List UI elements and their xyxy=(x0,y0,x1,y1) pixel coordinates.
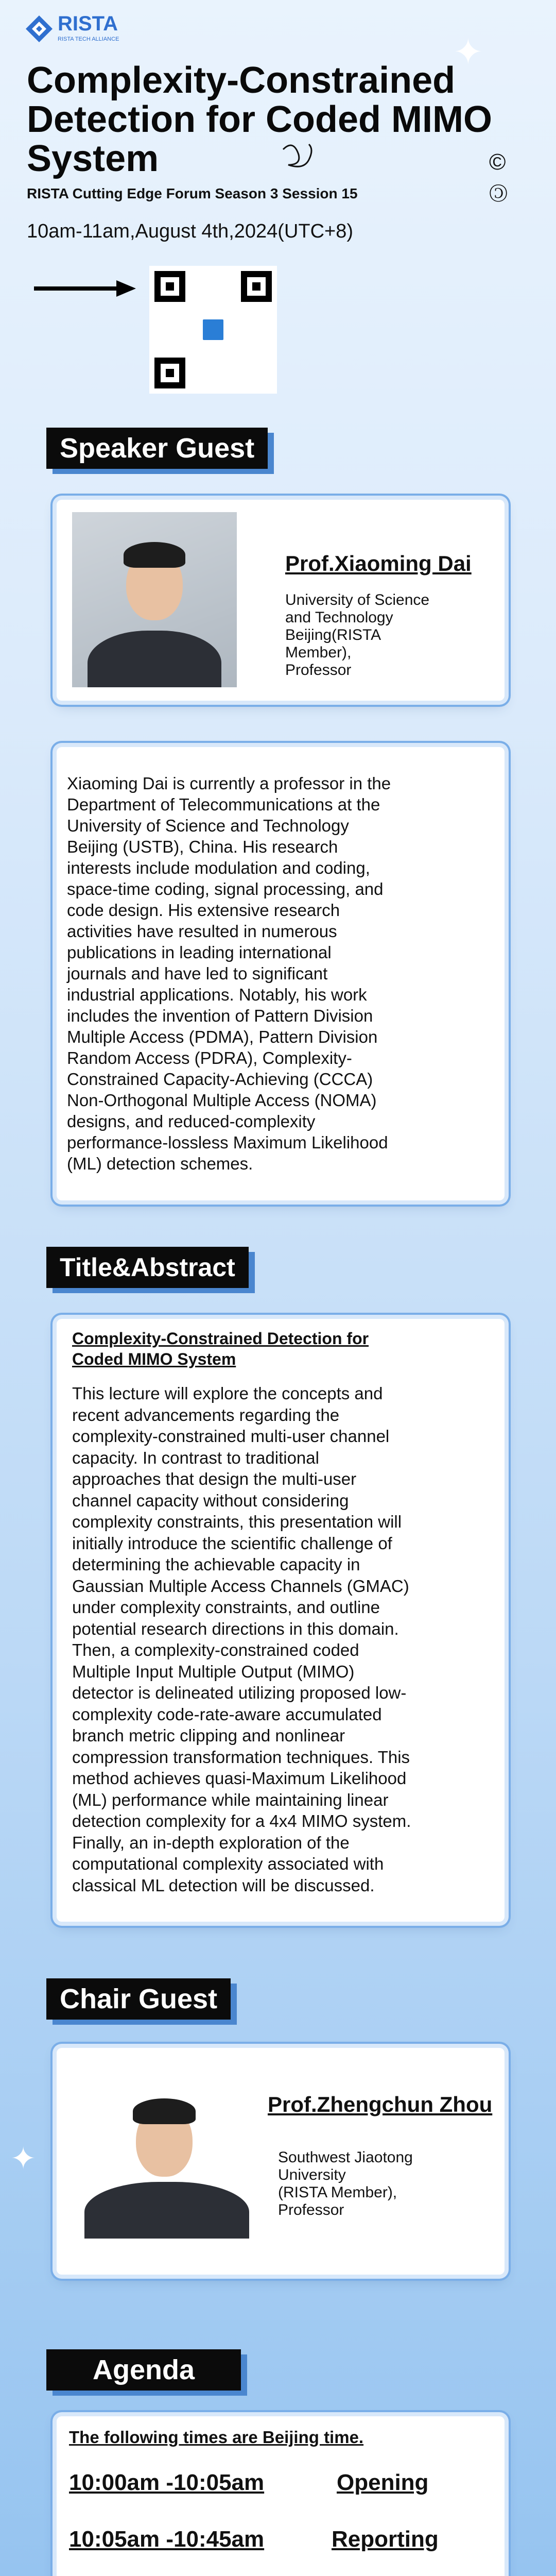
copyleft-icon: 🄯 xyxy=(489,181,508,207)
agenda-row-2-time: 10:05am -10:45am xyxy=(69,2527,265,2552)
event-time: 10am-11am,August 4th,2024(UTC+8) xyxy=(27,221,354,242)
abstract-title: Complexity-Constrained Detection for Coded MIMO System xyxy=(72,1329,369,1368)
title-line-1: Complexity-Constrained xyxy=(27,60,456,101)
event-qr-code[interactable] xyxy=(149,266,277,394)
speaker-affiliation: University of Science and Technology Beijing(RISTA Member), Professor xyxy=(285,591,430,679)
chair-affiliation: Southwest Jiaotong University (RISTA Member), Professor xyxy=(278,2149,413,2218)
brand-name: RISTA xyxy=(58,12,118,35)
squiggle-icon xyxy=(278,139,319,178)
speaker-bio: Xiaoming Dai is currently a professor in the Department of Telecommunications at the University of Science and Technology Beijing (USTB), China. His research interests include modulation and coding, space-time coding, signal processing, and code design. His extensive research activities have resulted in numerous publications in leading international journals and have led to significant industrial applications. Notably, his work includes the invention of Pattern Division Multiple Access (PDMA), Pattern Division Random Access (PDRA), Complexity- Constrained Capacity-Achieving (CCCA) Non-Orthogonal Multiple Access (NOMA) designs, and reduced-complexity performance-lossless Maximum Likelihood (ML) detection schemes. xyxy=(67,774,391,1173)
agenda-card xyxy=(57,2416,505,2576)
agenda-row-2-item: Reporting xyxy=(332,2527,439,2552)
speaker-guest-tag: Speaker Guest xyxy=(46,428,268,469)
speaker-photo xyxy=(72,512,237,687)
rista-logo xyxy=(24,10,119,52)
title-line-2: Detection for Coded MIMO xyxy=(27,99,492,140)
speaker-card xyxy=(57,500,505,701)
chair-guest-tag: Chair Guest xyxy=(46,1978,231,2020)
rista-logo-icon xyxy=(24,13,55,44)
title-abstract-tag: Title&Abstract xyxy=(46,1247,249,1288)
speaker-bio-card xyxy=(57,747,505,1200)
arrow-icon xyxy=(34,278,137,301)
agenda-row-1-time: 10:00am -10:05am xyxy=(69,2470,265,2495)
forum-subtitle: RISTA Cutting Edge Forum Season 3 Session 15 xyxy=(27,185,358,201)
agenda-note: The following times are Beijing time. xyxy=(69,2428,364,2447)
abstract-card xyxy=(57,1319,505,1922)
copyright-icon: © xyxy=(489,149,506,175)
chair-photo xyxy=(64,2084,270,2239)
title-line-3: System xyxy=(27,138,159,179)
chair-card xyxy=(57,2048,505,2275)
sparkle-icon: ✦ xyxy=(453,32,483,72)
abstract-body: This lecture will explore the concepts and recent advancements regarding the complexity-constrained multi-user channel capacity. In contrast to traditional approaches that design the multi-user channel capacity without considering complexity constraints, this presentation will initially introduce the scientific challenge of determining the achievable capacity in Gaussian Multiple Access Channels (GMAC) under complexity constraints, and outline potential research directions in this domain. Then, a complexity-constrained coded Multiple Input Multiple Output (MIMO) detector is delineated utilizing proposed low- complexity code-rate-aware accumulated branch metric clipping and nonlinear compression transformation techniques. This method achieves quasi-Maximum Likelihood (ML) performance while maintaining linear detection complexity for a 4x4 MIMO system. Finally, an in-depth exploration of the computational complexity associated with classical ML detection will be discussed. xyxy=(72,1384,411,1895)
speaker-name: Prof.Xiaoming Dai xyxy=(285,551,472,575)
sparkle-icon-2: ✦ xyxy=(10,2141,37,2176)
agenda-tag: Agenda xyxy=(46,2349,241,2391)
chair-name: Prof.Zhengchun Zhou xyxy=(268,2092,493,2116)
agenda-row-1-item: Opening xyxy=(337,2470,429,2495)
brand-sub: RISTA TECH ALLIANCE xyxy=(58,36,119,42)
